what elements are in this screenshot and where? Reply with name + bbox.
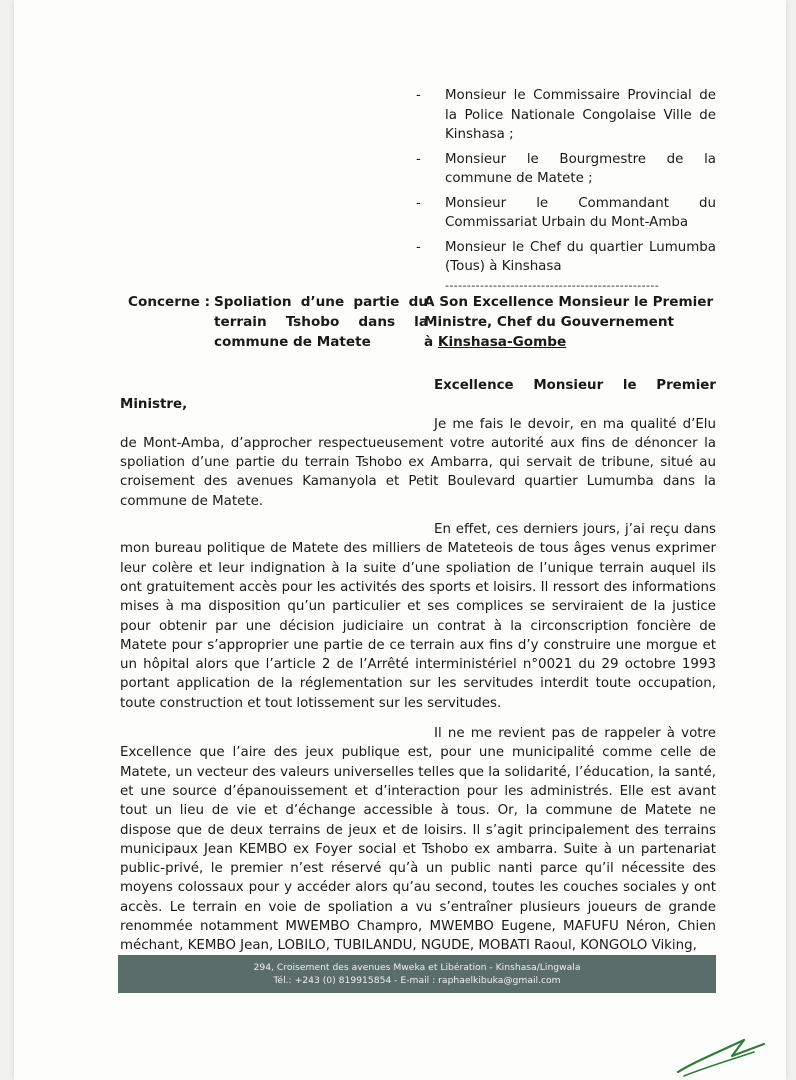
recipient-text: Monsieur le Commandant du Commissariat Urbain du Mont-Amba	[445, 195, 716, 230]
addressee-location: Kinshasa-Gombe	[437, 334, 567, 350]
recipient-item	[414, 238, 716, 277]
recipient-item	[414, 150, 716, 189]
recipient-text: Monsieur le Commissaire Provincial de la Police Nationale Congolaise Ville de Kinshasa ;	[445, 88, 716, 142]
recipient-item	[414, 86, 716, 145]
footer-contact: Tél.: +243 (0) 819915854 - E-mail : raphaelkibuka@gmail.com	[273, 975, 561, 986]
recipient-text: Monsieur le Bourgmestre de la commune de Matete ;	[445, 151, 716, 186]
salutation: Excellence Monsieur le Premier	[434, 378, 716, 393]
subject-block	[128, 292, 428, 352]
footer-address: 294, Croisement des avenues Mweka et Libération - Kinshasa/Lingwala	[253, 962, 581, 973]
recipients-rule: -------------------------------------------------	[445, 278, 660, 292]
letter-page	[14, 0, 786, 1080]
addressee-title: A Son Excellence Monsieur le Premier Ministre, Chef du Gouvernement	[424, 294, 714, 330]
subject-label: Concerne :	[128, 294, 211, 310]
salutation-continued: Ministre,	[120, 397, 188, 413]
body-paragraph: Il ne me revient pas de rappeler à votre Excellence que l’aire des jeux publique est, pour une municipalité comme celle de Matete, un vecteur des valeurs universelles telles que la solidarité, l’éducation, la santé, et une source d’épanouissement et d’interaction pour les administrés. Elle est avant tout un lieu de vie et d’échange accessible à tous. Or, la commune de Matete ne dispose que de deux terrains de jeux et de loisirs. Il s’agit principalement des terrains municipaux Jean KEMBO ex Foyer social et Tshobo ex ambarra. Suite à un partenariat public-privé, le premier n’est réservé qu’à un public nanti parce qu’il nécessite des moyens colossaux pour y accéder alors qu’au second, toutes les couches sociales y ont accès. Le terrain en voie de spoliation a vu s’entraîner plusieurs joueurs de grande renommée notamment MWEMBO Champro, MWEMBO Eugene, MAFUFU Néron, Chien méchant, KEMBO Jean, LOBILO, TUBILANDU, NGUDE, MOBATI Raoul, KONGOLO Viking,	[120, 726, 716, 954]
addressee-block	[424, 292, 724, 352]
body-paragraph: Je me fais le devoir, en ma qualité d’Elu de Mont-Amba, d’approcher respectueusement votre autorité aux fins de dénoncer la spoliation d’une partie du terrain Tshobo ex Ambarra, qui servait de tribune, situé au croisement des avenues Kamanyola et Petit Boulevard quartier Lumumba dans la commune de Matete.	[120, 416, 716, 509]
body-paragraph: En effet, ces derniers jours, j’ai reçu dans mon bureau politique de Matete des milliers de Mateteois de tous âges venus exprimer leur colère et leur indignation à la suite d’une spoliation de l’unique terrain auquel ils ont gratuitement accès pour les activités des sports et loisirs. Il ressort des informations mises à ma disposition qu’un particulier et ses complices se serviraient de la justice pour obtenir par une décision judiciaire un contrat à la circonscription foncière de Matete pour s’approprier une partie de ce terrain aux fins d’y construire une morgue et un hôpital alors que l’article 2 de l’Arrêté interministériel n°0021 du 29 octobre 1993 portant application de la réglementation sur les servitudes interdit toute occupation, toute construction et tout lotissement sur les servitudes.	[120, 522, 716, 711]
signature-mark	[674, 1032, 774, 1078]
recipient-text: Monsieur le Chef du quartier Lumumba (Tous) à Kinshasa	[445, 239, 716, 274]
recipient-item	[414, 194, 716, 233]
recipient-dash: -	[416, 195, 421, 211]
letterhead-footer	[118, 955, 716, 993]
addressee-location-line	[424, 332, 724, 352]
recipient-dash: -	[416, 151, 421, 167]
addressee-prefix: à	[424, 334, 438, 350]
subject-text: Spoliation d’une partie du terrain Tshobo dans la commune de Matete	[214, 294, 428, 350]
letter-body	[120, 376, 716, 967]
recipients-list	[414, 86, 716, 295]
recipient-dash: -	[416, 239, 421, 255]
recipient-dash: -	[416, 88, 421, 103]
